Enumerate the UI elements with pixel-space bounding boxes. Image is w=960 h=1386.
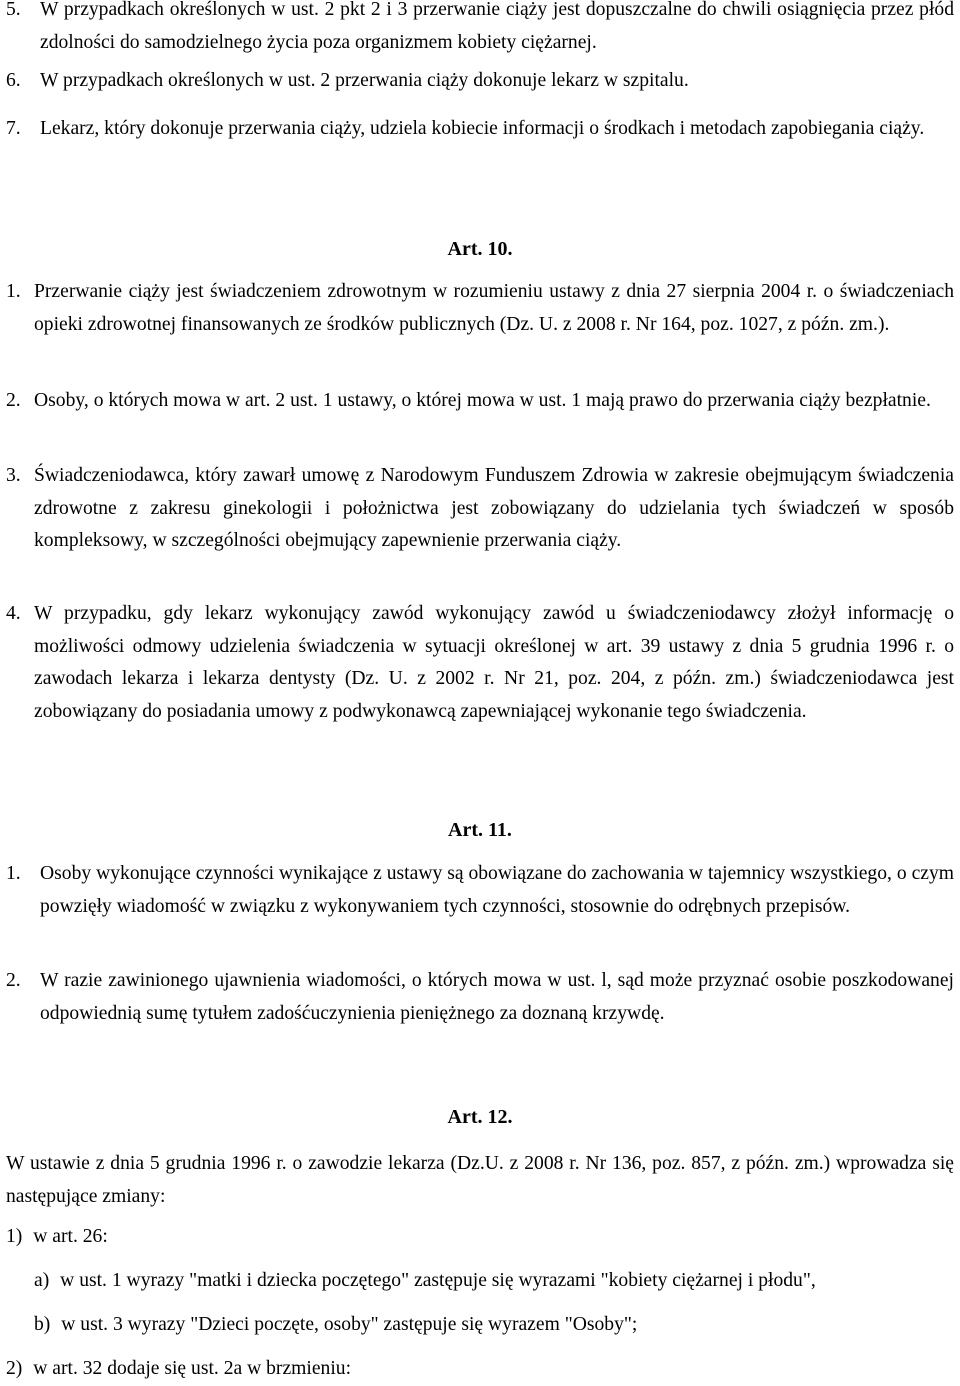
art12-point-1 xyxy=(6,1221,108,1254)
paragraph-5 xyxy=(6,0,954,59)
art11-item-2 xyxy=(6,965,954,1030)
item-text: W przypadku, gdy lekarz wykonujący zawód wykonujący zawód u świadczeniodawcy złożył informację o możliwości odmowy udzielenia świadczenia w sytuacji określonej w art. 39 ustawy z dnia 5 grudnia 1996 r. o zawodach lekarza i lekarza dentysty (Dz. U. z 2002 r. Nr 21, poz. 204, z późn. zm.) świadczeniodawca jest zobowiązany do posiadania umowy z podwykonawcą zapewniającej wykonanie tego świadczenia. xyxy=(34,603,954,722)
paragraph-6 xyxy=(6,65,954,98)
art10-item-3 xyxy=(6,460,954,558)
art12-point-2 xyxy=(6,1353,351,1386)
item-number: 4. xyxy=(6,603,21,624)
point-number: 1) xyxy=(6,1226,23,1247)
sub-number: b) xyxy=(34,1314,51,1335)
art12-intro: W ustawie z dnia 5 grudnia 1996 r. o zawodzie lekarza (Dz.U. z 2008 r. Nr 136, poz. 857, z późn. zm.) wprowadza się następujące zmiany: xyxy=(6,1153,954,1207)
sub-number: a) xyxy=(34,1270,50,1291)
sub-text: w ust. 1 wyrazy "matki i dziecka poczętego" zastępuje się wyrazami "kobiety ciężarnej i płodu", xyxy=(60,1270,816,1291)
paragraph-text: Lekarz, który dokonuje przerwania ciąży, udziela kobiecie informacji o środkach i metodach zapobiegania ciąży. xyxy=(40,118,925,139)
item-number: 1. xyxy=(6,863,21,884)
item-text: Osoby, o których mowa w art. 2 ust. 1 ustawy, o której mowa w ust. 1 mają prawo do przerwania ciąży bezpłatnie. xyxy=(34,390,931,411)
item-number: 1. xyxy=(6,281,21,302)
article-heading-10: Art. 10. xyxy=(447,238,513,260)
point-text: w art. 32 dodaje się ust. 2a w brzmieniu: xyxy=(33,1358,352,1379)
paragraph-number: 5. xyxy=(6,0,21,20)
sub-text: w ust. 3 wyrazy "Dzieci poczęte, osoby" zastępuje się wyrazem "Osoby"; xyxy=(61,1314,638,1335)
art10-item-1 xyxy=(6,276,954,341)
item-text: Osoby wykonujące czynności wynikające z ustawy są obowiązane do zachowania w tajemnicy wszystkiego, o czym powzięły wiadomość w związku z wykonywaniem tych czynności, stosownie do odrębnych przepisów. xyxy=(40,863,954,917)
item-text: Świadczeniodawca, który zawarł umowę z Narodowym Funduszem Zdrowia w zakresie obejmującym świadczenia zdrowotne z zakresu ginekologii i położnictwa jest zobowiązany do udzielania tych świadczeń w sposób kompleksowy, w szczególności obejmujący zapewnienie przerwania ciąży. xyxy=(34,465,954,551)
item-number: 2. xyxy=(6,390,21,411)
paragraph-text: W przypadkach określonych w ust. 2 przerwania ciąży dokonuje lekarz w szpitalu. xyxy=(40,70,689,91)
art10-item-2 xyxy=(6,385,954,418)
article-heading-11: Art. 11. xyxy=(448,819,512,841)
item-text: W razie zawinionego ujawnienia wiadomości, o których mowa w ust. l, sąd może przyznać osobie poszkodowanej odpowiednią sumę tytułem zadośćuczynienia pieniężnego za doznaną krzywdę. xyxy=(40,970,954,1024)
article-heading-12: Art. 12. xyxy=(447,1106,513,1128)
item-number: 2. xyxy=(6,970,21,991)
art12-sub-b xyxy=(34,1309,637,1342)
item-number: 3. xyxy=(6,465,21,486)
point-number: 2) xyxy=(6,1358,23,1379)
art11-item-1 xyxy=(6,858,954,923)
point-text: w art. 26: xyxy=(33,1226,108,1247)
paragraph-text: W przypadkach określonych w ust. 2 pkt 2 i 3 przerwanie ciąży jest dopuszczalne do chwili osiągnięcia przez płód zdolności do samodzielnego życia poza organizmem kobiety ciężarnej. xyxy=(40,0,954,53)
art12-sub-a xyxy=(34,1265,816,1298)
paragraph-number: 7. xyxy=(6,118,21,139)
paragraph-7 xyxy=(6,113,954,146)
art10-item-4 xyxy=(6,598,954,728)
item-text: Przerwanie ciąży jest świadczeniem zdrowotnym w rozumieniu ustawy z dnia 27 sierpnia 2004 r. o świadczeniach opieki zdrowotnej finansowanych ze środków publicznych (Dz. U. z 2008 r. Nr 164, poz. 1027, z późn. zm.). xyxy=(34,281,954,335)
paragraph-number: 6. xyxy=(6,70,21,91)
